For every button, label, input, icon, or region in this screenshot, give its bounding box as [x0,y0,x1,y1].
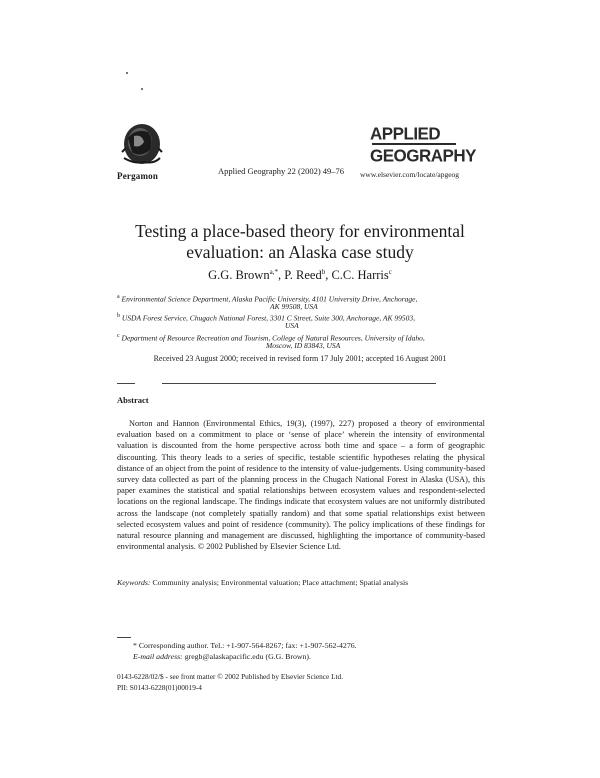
divider-short [117,383,135,384]
journal-logo [370,125,480,164]
divider-long [162,383,436,384]
email-address[interactable]: gregb@alaskapacific.edu (G.G. Brown). [184,652,311,661]
author-name: P. Reed [284,268,322,283]
journal-reference: Applied Geography 22 (2002) 49–76 [218,166,345,176]
affiliation-c-line2: Moscow, ID 83843, USA [266,341,341,350]
affiliation-a-line1 [117,292,417,305]
affiliation-text: Department of Resource Recreation and Tourism, College of Natural Resources, University of Idaho, [121,333,425,343]
footnote-rule [117,637,131,638]
affiliation-a-line2: AK 99508, USA [270,302,318,311]
journal-logo-line2: GEOGRAPHY [370,145,477,166]
email-note [133,652,311,661]
publisher-name: Pergamon [117,171,159,181]
affiliation-b-line1 [117,311,415,324]
keywords-label: Keywords: [117,578,151,587]
abstract-body: Norton and Hannon (Environmental Ethics, 19(3), (1997), 227) proposed a theory of environmental evaluation based on a commitment to place or ‘sense of place’ wherein the intensity of environmental valuation is discounted from the home perspective across both time and space – a form of geographic discounting. This theory leads to a series of specific, testable scientific hypotheses relating the physical distance of an object from the point of residence to the intensity of value-judgements. Using community-based survey data collected as part of the planning process in the Chugach National Forest in Alaska (USA), this paper examines the statistical and spatial relationships between ecosystem values and respondent-selected locations on the regional landscape. The findings indicate that ecosystem values are not uniformly distributed across the landscape (not completely spatially random) and that some spatial relationships exist between selected ecosystem values and point of residence (community). The policy implications of these findings for natural resource planning and management are discussed, highlighting the importance of community-based environmental analysis. © 2002 Published by Elsevier Science Ltd. [117,419,485,552]
affiliation-b-line2: USA [285,321,299,330]
keywords-list: Community analysis; Environmental valuation; Place attachment; Spatial analysis [152,578,409,587]
affiliation-mark: c [117,333,120,339]
keywords [117,578,485,587]
journal-logo-line1: APPLIED [370,123,441,144]
author-name: G.G. Brown [208,268,270,283]
author-list: G.G. Brown$^{a,*}$, P. Reed$^b$, C.C. Harris$^c$ [208,268,392,283]
received-dates: Received 23 August 2000; received in revised form 17 July 2001; accepted 16 August 2001 [153,354,447,363]
author-affiliation-mark: b [321,268,326,276]
author-affiliation-mark: a,* [269,268,278,276]
scan-speck [141,88,143,90]
title-line2: evaluation: an Alaska case study [186,242,414,262]
scan-speck [126,72,128,74]
affiliation-mark: a [117,294,120,300]
affiliation-text: Environmental Science Department, Alaska Pacific University, 4101 University Drive, Anchorage, [121,294,418,304]
pergamon-emblem-icon [114,118,170,170]
title-line1: Testing a place-based theory for environmental [135,221,465,241]
corresponding-author-note: * Corresponding author. Tel.: +1-907-564-8267; fax: +1-907-562-4276. [133,641,357,650]
email-label: E-mail address: [133,652,183,661]
abstract-heading: Abstract [117,395,149,405]
author-name: C.C. Harris [331,268,389,283]
publisher-logo [114,118,170,170]
journal-url[interactable]: www.elsevier.com/locate/apgeog [360,170,460,179]
issn-line: 0143-6228/02/$ - see front matter © 2002 Published by Elsevier Science Ltd. [117,672,344,681]
author-affiliation-mark: c [388,268,392,276]
pii-line: PII: S0143-6228(01)00019-4 [117,683,202,692]
article-title [80,221,520,263]
affiliation-text: USDA Forest Service, Chugach National Forest, 3301 C Street, Suite 300, Anchorage, AK 99503, [121,313,415,323]
affiliation-mark: b [117,313,120,319]
